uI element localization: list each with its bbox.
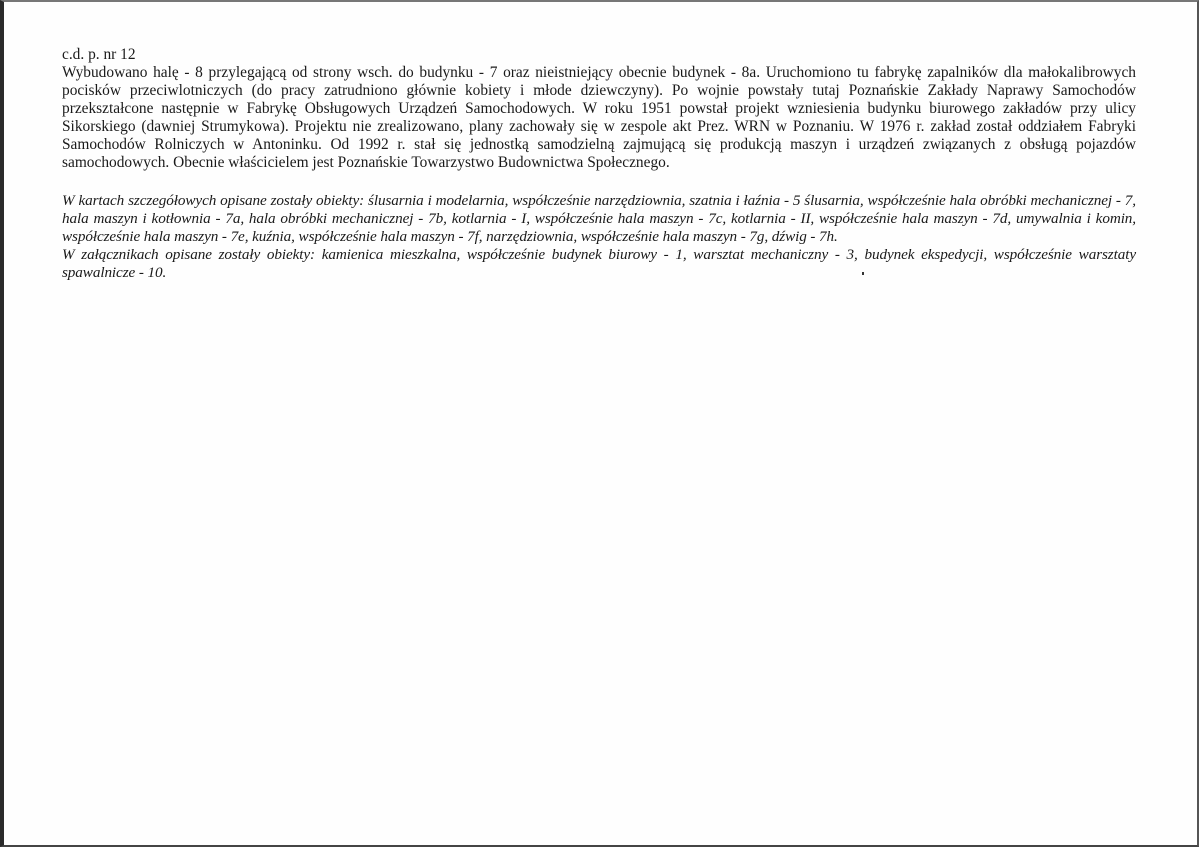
document-body — [62, 46, 1136, 282]
history-paragraph: Wybudowano halę - 8 przylegającą od strony wsch. do budynku - 7 oraz nieistniejący obecnie budynek - 8a. Uruchomiono tu fabrykę zapalników dla małokalibrowych pocisków przeciwlotniczych (do pracy zatrudniono głównie kobiety i młode dziewczyny). Po wojnie powstały tutaj Poznańskie Zakłady Naprawy Samochodów przekształcone następnie w Fabrykę Obsługowych Urządzeń Samochodowych. W roku 1951 powstał projekt wzniesienia budynku biurowego zakładów przy ulicy Sikorskiego (dawniej Strumykowa). Projektu nie zrealizowano, plany zachowały się w zespole akt Prez. WRN w Poznaniu. W 1976 r. zakład został oddziałem Fabryki Samochodów Rolniczych w Antoninku. Od 1992 r. stał się jednostką samodzielną zajmującą się produkcją maszyn i urządzeń związanych z obsługą pojazdów samochodowych. Obecnie właścicielem jest Poznańskie Towarzystwo Budownictwa Społecznego. — [62, 64, 1136, 171]
attachments-paragraph: W załącznikach opisane zostały obiekty: kamienica mieszkalna, współcześnie budynek biurowy - 1, warsztat mechaniczny - 3, budynek ekspedycji, współcześnie warsztaty spawalnicze - 10. — [62, 246, 1136, 281]
paragraph-spacer — [62, 172, 1136, 192]
detailed-cards-paragraph: W kartach szczegółowych opisane zostały obiekty: ślusarnia i modelarnia, współcześnie narzędziownia, szatnia i łaźnia - 5 ślusarnia, współcześnie hala obróbki mechanicznej - 7, hala maszyn i kotłownia - 7a, hala obróbki mechanicznej - 7b, kotlarnia - I, współcześnie hala maszyn - 7c, kotlarnia - II, współcześnie hala maszyn - 7d, umywalnia i komin, współcześnie hala maszyn - 7e, kuźnia, współcześnie hala maszyn - 7f, narzędziownia, współcześnie hala maszyn - 7g, dźwig - 7h. — [62, 192, 1136, 245]
scan-speck — [862, 272, 864, 275]
page-reference: c.d. p. nr 12 — [62, 46, 136, 63]
